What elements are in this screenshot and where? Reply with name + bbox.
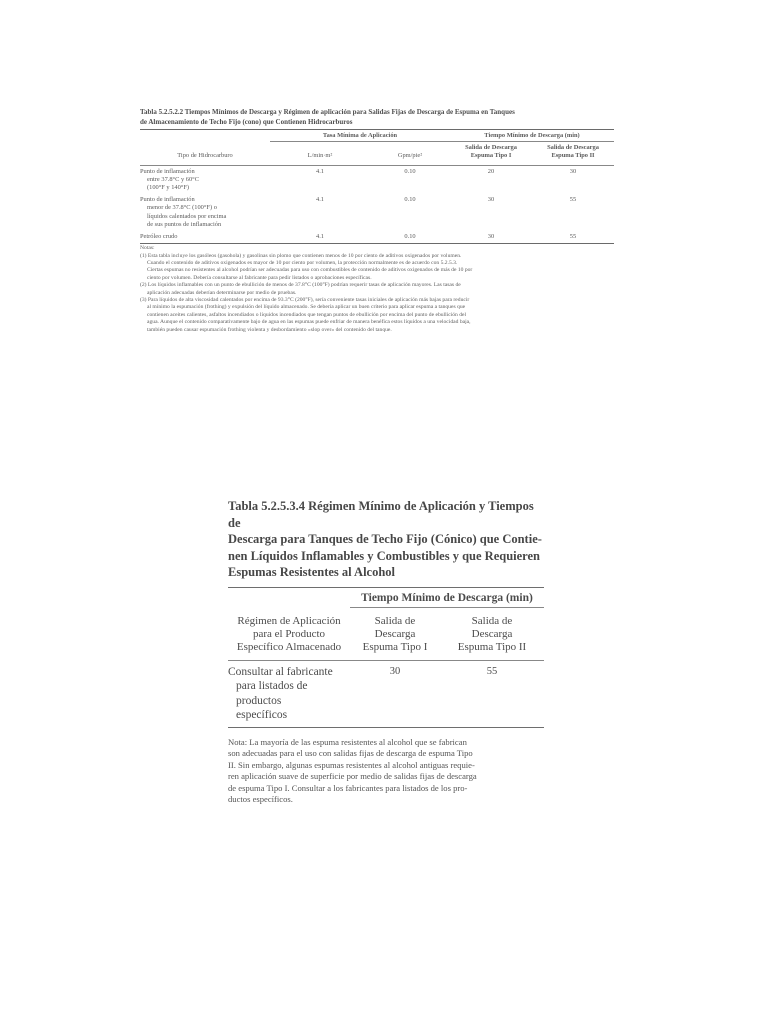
table1-col-type2: Salida de Descarga Espuma Tipo II: [547, 144, 599, 160]
table-5-2-5-2-2: [140, 107, 614, 334]
table1-caption: Tabla 5.2.5.2.2 Tiempos Mínimos de Descarga y Régimen de aplicación para Salidas Fijas de Descarga de Espuma en Tanques de Almacenamiento de Techo Fijo (cono) que Contienen Hidrocarburos: [140, 108, 515, 126]
table2-group-time: Tiempo Mínimo de Descarga (min): [350, 588, 544, 608]
table2-col-rate: Régimen de Aplicación para el Producto Específico Almacenado: [236, 614, 342, 653]
table-row: Punto de inflamación menor de 37.8°C (100°F) o líquidos calentados por encima de sus puntos de inflamación 4.1 0.10 30 55: [140, 196, 577, 228]
table1-col-type: Tipo de Hidrocarburo: [177, 152, 233, 160]
table-5-2-5-3-4: [228, 498, 544, 806]
table1-group-time: Tiempo Mínimo de Descarga (min): [450, 130, 614, 142]
table-row: Petróleo crudo 4.1 0.10 30 55: [140, 233, 577, 241]
table1-col-type1: Salida de Descarga Espuma Tipo I: [465, 144, 517, 160]
table2-bottom-rule: [228, 727, 544, 728]
table1-grid: [140, 129, 614, 244]
table2-note: Nota: La mayoría de las espuma resistentes al alcohol que se fabrican son adecuadas para el uso con salidas fijas de descarga de espuma Tipo II. Sin embargo, algunas espumas resistentes al alcohol antiguas requie- ren aplicación suave de superficie por medio de salidas fijas de descarga de espuma Tipo I. Consultar a los fabricantes para listados de los pro- ductos específicos.: [228, 736, 477, 804]
table2-col-type1: Salida de Descarga Espuma Tipo I: [362, 614, 428, 653]
table1-group-rate: Tasa Mínima de Aplicación: [270, 130, 450, 142]
table1-col-gpm: Gpm/pie²: [397, 152, 423, 160]
table-row: Punto de inflamación entre 37.8°C y 60°C (100°F y 140°F) 4.1 0.10 20 30: [140, 167, 577, 192]
table-row: Consultar al fabricante para listados de productos específicos 30 55: [228, 665, 498, 721]
table2-col-type2: Salida de Descarga Espuma Tipo II: [457, 614, 527, 653]
table1-notes: Notas: (1) Esta tabla incluye los gasóleos (gasohola) y gasolinas sin plomo que contienen menos de 10 por ciento de aditivos oxigenados por volumen. Cuando el contenido de aditivos oxigenados es mayor de 10 por ciento por volumen, la protección normalmente es de acuerdo con 5.2.5.3. Ciertas espumas no resistentes al alcohol podrían ser adecuadas para uso con combustibles de contenido de aditivos oxigenados de más de 10 por ciento por volumen. Debería consultarse al fabricante para pedir listados o aprobaciones específicas. (2) Los líquidos inflamables con un punto de ebullición de menos de 37.8°C (100°F) podrían requerir tasas de aplicación mayores. Las tasas de aplicación adecuadas deberían determinarse por medio de pruebas. (3) Para líquidos de alta viscosidad calentados por encima de 93.3°C (200°F), sería conveniente tasas iniciales de aplicación más bajas para reducir al mínimo la espumación (frothing) y expulsión del líquido almacenado. Se debería aplicar un buen criterio para aplicar espuma a tanques que contienen aceites calientes, asfaltos incendiados o líquidos incendiados que tengan puntos de ebullición por encima del punto de ebullición del agua. Aunque el contenido comparativamente bajo de agua en las espumas puede enfriar de manera benéfica estos líquidos a una velocidad baja, también pueden causar espumación frothing violenta y desbordamiento «slop over» del contenido del tanque.: [140, 245, 473, 333]
table2-header-row: [228, 608, 544, 660]
table1-col-lmin: L/min·m²: [307, 152, 333, 160]
table2-caption: Tabla 5.2.5.3.4 Régimen Mínimo de Aplicación y Tiempos de Descarga para Tanques de Techo Fijo (Cónico) que Contie- nen Líquidos Inflamables y Combustibles y que Requieren Espumas Resistentes al Alcohol: [228, 499, 542, 579]
